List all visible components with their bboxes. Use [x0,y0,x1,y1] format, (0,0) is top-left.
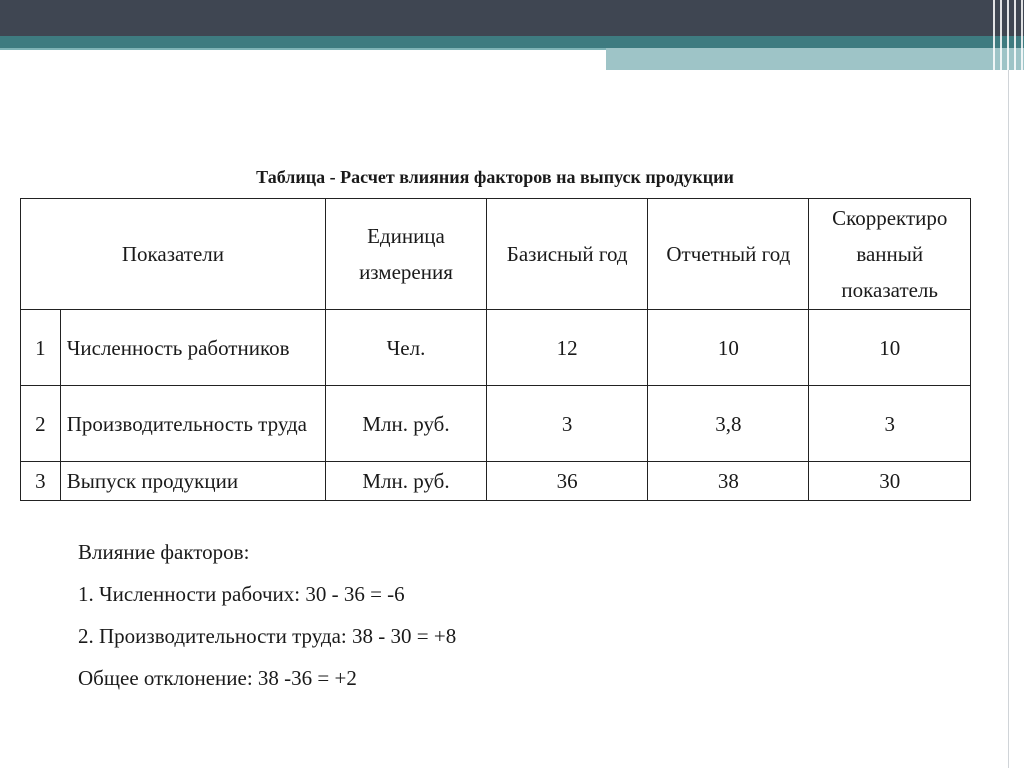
header-unit: Единица измерения [325,199,486,310]
row-adjusted: 10 [809,310,971,386]
table-header-row [21,199,971,310]
decorative-stripes [993,0,1024,70]
row-base: 3 [487,386,648,462]
table-row [21,386,971,462]
header-adjusted: Скорректиро ванный показатель [809,199,971,310]
factors-table [20,198,971,501]
factor-line-productivity: 2. Производительности труда: 38 - 30 = +8 [78,624,457,648]
row-report: 10 [648,310,809,386]
table-row [21,462,971,501]
slide-border-line [1008,70,1009,768]
header-indicator: Показатели [21,199,326,310]
factors-influence-block [78,536,456,704]
row-indicator: Производительность труда [60,386,325,462]
factors-title: Влияние факторов: [78,540,250,564]
row-indicator: Выпуск продукции [60,462,325,501]
row-base: 36 [487,462,648,501]
header-base-year: Базисный год [487,199,648,310]
row-indicator: Численность работников [60,310,325,386]
slide-header-bar [0,0,1024,36]
total-deviation: Общее отклонение: 38 -36 = +2 [78,666,357,690]
header-report-year: Отчетный год [648,199,809,310]
row-report: 3,8 [648,386,809,462]
row-number: 1 [21,310,61,386]
row-unit: Млн. руб. [325,462,486,501]
slide-light-accent-bar [606,48,1024,70]
row-unit: Чел. [325,310,486,386]
table-row [21,310,971,386]
row-number: 2 [21,386,61,462]
factor-line-workers: 1. Численности рабочих: 30 - 36 = -6 [78,582,405,606]
row-adjusted: 30 [809,462,971,501]
row-unit: Млн. руб. [325,386,486,462]
table-caption: Таблица - Расчет влияния факторов на выпуск продукции [256,167,734,187]
slide-accent-bar [0,36,1024,48]
row-adjusted: 3 [809,386,971,462]
row-report: 38 [648,462,809,501]
slide-accent-line [0,48,606,50]
row-number: 3 [21,462,61,501]
row-base: 12 [487,310,648,386]
